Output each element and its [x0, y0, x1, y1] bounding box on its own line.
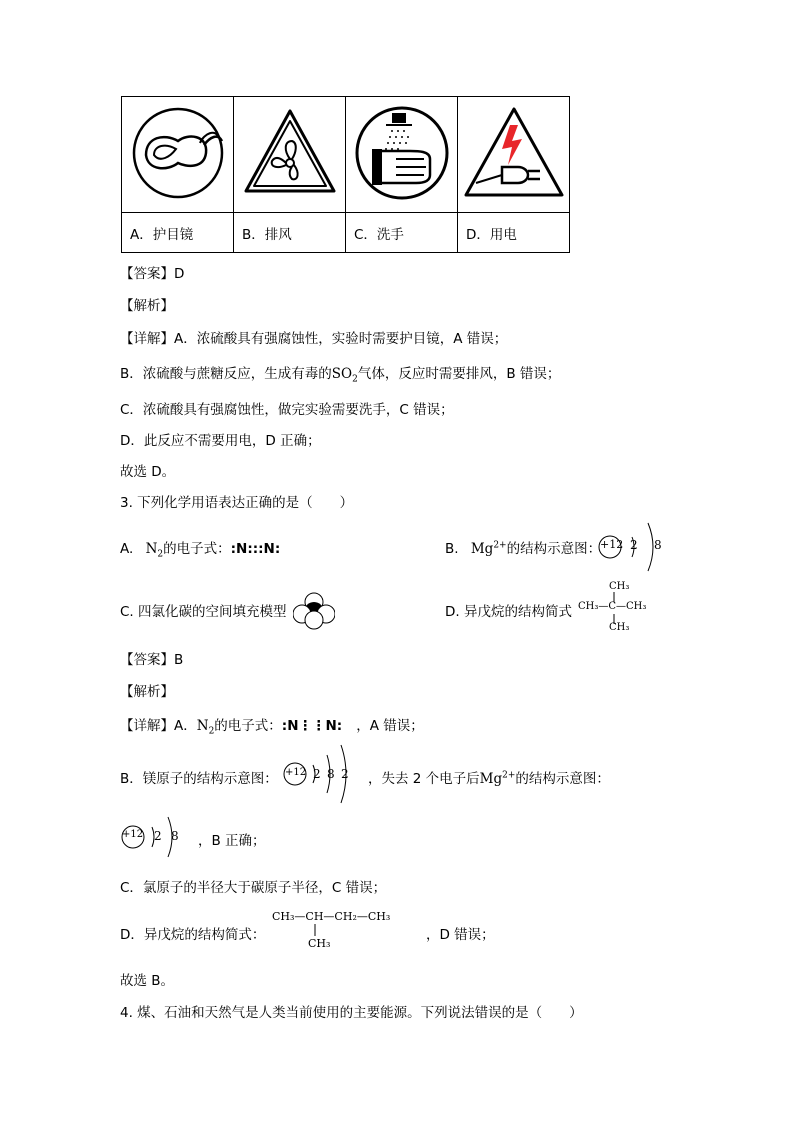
q3-detail-b-mid [368, 767, 610, 787]
shell-1-option: 2 [630, 538, 638, 552]
n2-main: N [145, 541, 158, 557]
q3-detail-d-pre: D．异戊烷的结构简式： [120, 927, 266, 943]
goggles-cell [122, 97, 234, 213]
q3-detail-b-end: ，B 正确； [198, 833, 266, 849]
mg-nucleus-label: +12 [285, 767, 307, 778]
n2-formula-detail [196, 718, 215, 737]
mg2-formula-detail [480, 771, 516, 787]
isopentane-detail-main: CH₃—CH—CH₂—CH₃ [272, 910, 391, 923]
n2-main-detail: N [196, 718, 209, 734]
mg2-nucleus-label-detail: +12 [122, 829, 144, 840]
q3-detail-a-post: ，A 错误； [356, 718, 424, 734]
isopentane-top-ch3: CH₃ [609, 581, 630, 592]
q3-analysis-heading: 【解析】 [120, 684, 174, 700]
q3-detail-c: C．氯原子的半径大于碳原子半径，C 错误； [120, 880, 387, 896]
n2-electron-formula-a: :N:::N: [230, 541, 281, 557]
shell-2-option: 8 [654, 538, 662, 552]
q3-answer: 【答案】B [120, 652, 184, 668]
goggles-icon [128, 103, 228, 203]
q3-option-a-label: A. [120, 541, 134, 557]
q3-option-b [445, 537, 601, 557]
q2-detail-b-pre: B．浓硫酸与蔗糖反应，生成有毒的 [120, 366, 332, 382]
so2-main: SO [331, 366, 353, 382]
mg2-formula [471, 541, 507, 557]
isopentane-detail-branch: CH₃ [308, 937, 331, 950]
hand-wash-icon [352, 103, 452, 203]
q3-option-a [120, 537, 280, 560]
isopentane-detail-bond [314, 924, 316, 938]
q3-option-d: D. 异戊烷的结构简式 [445, 604, 572, 620]
mg-shell-2: 8 [327, 767, 335, 781]
q2-detail-d: D．此反应不需要用电，D 正确； [120, 433, 321, 449]
mg-sup-detail: 2+ [502, 770, 516, 781]
n2-sub: 2 [157, 549, 164, 560]
n2-formula [145, 541, 164, 560]
q2-detail-b-post: 气体，反应时需要排风，B 错误； [357, 366, 561, 382]
ccl4-space-filling-model [293, 590, 335, 630]
q3-option-c: C. 四氯化碳的空间填充模型 [120, 604, 287, 620]
so2-sub: 2 [352, 374, 358, 385]
fan-cell [234, 97, 346, 213]
isopentane-bonds [613, 592, 615, 632]
q3-conclusion: 故选 B。 [120, 973, 175, 989]
q3-detail-a-mid: 的电子式： [214, 718, 282, 734]
nucleus-label-option: +12 [600, 538, 624, 551]
electricity-icon [462, 103, 566, 203]
option-a-caption: A．护目镜 [122, 213, 234, 253]
hand-wash-cell [346, 97, 458, 213]
q2-detail-b [120, 362, 560, 385]
mg-main: Mg [470, 541, 494, 557]
mg-main-detail: Mg [479, 771, 503, 787]
option-d-caption: D．用电 [458, 213, 570, 253]
isopentane-main-chain: CH₃—C—CH₃ [578, 601, 647, 612]
safety-icon-table [121, 96, 570, 253]
q2-detail-c: C．浓硫酸具有强腐蚀性，做完实验需要洗手，C 错误； [120, 402, 454, 418]
fan-icon [240, 103, 340, 203]
q3-stem: 3. 下列化学用语表达正确的是（ ） [120, 495, 354, 511]
mg-shell-3: 2 [341, 767, 349, 781]
option-c-caption: C．洗手 [346, 213, 458, 253]
q3-detail-b-mid-text: ，失去 2 个电子后 [368, 771, 480, 787]
q3-detail-a-pre: 【详解】A． [120, 718, 197, 734]
isopentane-bottom-ch3: CH₃ [609, 622, 630, 633]
mg2-shell-2-detail: 8 [171, 829, 179, 843]
so2-formula [331, 366, 358, 385]
mg2-shell-1-detail: 2 [154, 829, 162, 843]
n2-electron-formula-detail: :N⋮⋮N: [281, 718, 343, 734]
n2-sub-detail: 2 [208, 726, 215, 737]
q3-option-b-label: B. [445, 541, 459, 557]
mg-shell-1: 2 [313, 767, 321, 781]
q4-stem: 4. 煤、石油和天然气是人类当前使用的主要能源。下列说法错误的是（ ） [120, 1005, 583, 1021]
q3-detail-b-pre: B．镁原子的结构示意图： [120, 771, 278, 787]
q2-conclusion: 故选 D。 [120, 464, 176, 480]
electricity-cell [458, 97, 570, 213]
option-b-caption: B．排风 [234, 213, 346, 253]
mg-sup: 2+ [493, 540, 507, 551]
q2-detail-a: 【详解】A．浓硫酸具有强腐蚀性，实验时需要护目镜，A 错误； [120, 331, 508, 347]
q2-answer: 【答案】D [120, 266, 185, 282]
q3-detail-d-post: ，D 错误； [426, 927, 495, 943]
q3-option-b-text: 的结构示意图： [506, 541, 602, 557]
q3-detail-b-post: 的结构示意图： [515, 771, 610, 787]
q3-option-a-text: 的电子式： [163, 541, 231, 557]
q2-analysis-heading: 【解析】 [120, 298, 174, 314]
q3-detail-a [120, 714, 424, 737]
